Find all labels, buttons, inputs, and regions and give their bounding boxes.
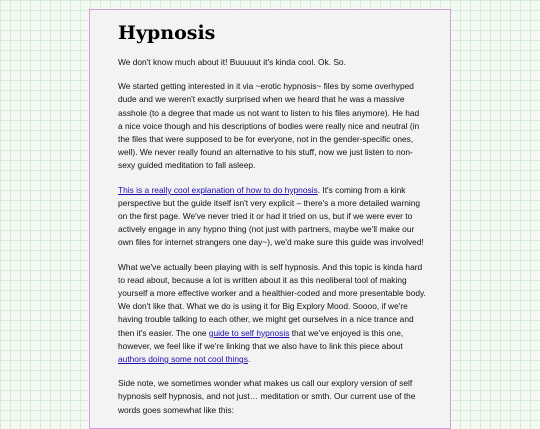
guide-paragraph-text: . It's coming from a kink perspective but the guide itself isn't very explicit – there's a more detailed warning on the first page. We've never tried it or had it tried on us, but if we were ever to actively engage in any hypno thing (not just with partners, maybe we'll make our own files for internet strangers one day~), we'd make sure this guide was involved! [118,184,424,248]
intro-paragraph: We don't know much about it! Buuuuut it's kinda cool. Ok. So. [118,57,346,67]
background-paragraph: We started getting interested in it via ~erotic hypnosis~ files by some overhyped dude and we weren't exactly surprised when we heard that he was a massive asshole (to a degree that made us not want to listen to his files anymore). He had a nice voice though and his descriptions of bodies were really nice and neutral (in the files that were supposed to be for everyone, not in the gender-specific ones, well). We never really found an alternative to his stuff, now we just listen to non-sexy guided meditation to fall asleep. [118,81,420,171]
self-hypnosis-guide-link[interactable]: guide to self hypnosis [208,327,290,338]
guide-paragraph [118,184,426,250]
self-hypnosis-text-2: that we've enjoyed is this one, however, we feel like if we're linking that we also have to link this piece about [118,327,404,351]
self-hypnosis-text-3: . [247,354,251,365]
hypnosis-explanation-link[interactable]: This is a really cool explanation of how to do hypnosis [118,184,318,195]
page-title: Hypnosis [118,22,216,44]
article-page [89,9,451,429]
self-hypnosis-text-1: What we've actually been playing with is self hypnosis. And this topic is kinda hard to read about, because a lot is written about it as this neoliberal tool of making yourself a more effective worker and a healthier-coded and more presentable body. We don't like that. What we do is using it for Big Explory Mood. Soooo, if we're having trouble talking to each other, we might get ourselves in a nice trance and then it's easier. The one [118,261,426,338]
authors-piece-link[interactable]: authors doing some not cool things [118,354,248,365]
side-note-paragraph: Side note, we sometimes wonder what makes us call our explory version of self hypnosis self hypnosis, and not just… meditation or smth. Our current use of the words goes somewhat like this: [118,378,416,415]
self-hypnosis-paragraph [118,261,426,367]
